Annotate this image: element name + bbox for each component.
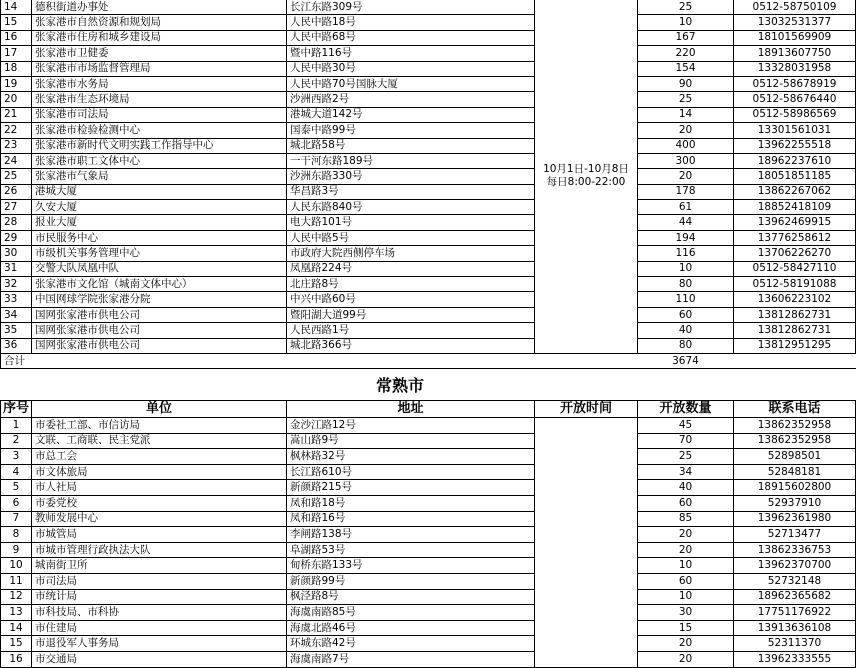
- address: 长江路610号: [287, 464, 535, 480]
- phone-number: 13812862731: [734, 323, 856, 338]
- table-row: [1, 215, 856, 230]
- phone-number: 13812862731: [734, 307, 856, 322]
- unit-name: 张家港市市场监督管理局: [32, 61, 287, 76]
- table-row: [1, 527, 856, 543]
- address: 凤和路16号: [287, 511, 535, 527]
- table-row: [1, 511, 856, 527]
- open-count: 154: [638, 61, 734, 76]
- table-row: [1, 558, 856, 574]
- address: 北庄路8号: [287, 277, 535, 292]
- table-row: [1, 589, 856, 605]
- phone-number: 13913636108: [734, 620, 856, 636]
- table-row: [1, 92, 856, 107]
- unit-name: 港城大厦: [32, 184, 287, 199]
- unit-name: 张家港市文化馆（城南文体中心）: [32, 277, 287, 292]
- row-number: 23: [1, 138, 32, 153]
- phone-number: 13962361980: [734, 511, 856, 527]
- phone-number: 13862336753: [734, 542, 856, 558]
- phone-number: 13706226270: [734, 246, 856, 261]
- unit-name: 张家港市自然资源和规划局: [32, 15, 287, 30]
- table-row: [1, 277, 856, 292]
- phone-number: 13962255518: [734, 138, 856, 153]
- table-row: [1, 542, 856, 558]
- phone-number: 0512-58427110: [734, 261, 856, 276]
- table-row: [1, 651, 856, 667]
- open-count: 20: [638, 123, 734, 138]
- open-count: 10: [638, 261, 734, 276]
- address: 电大路101号: [287, 215, 535, 230]
- table-row: [1, 138, 856, 153]
- address: 人民中路70号国脉大厦: [287, 76, 535, 91]
- phone-number: 13328031958: [734, 61, 856, 76]
- phone-number: 52732148: [734, 573, 856, 589]
- table-row: [1, 153, 856, 168]
- row-number: 18: [1, 61, 32, 76]
- unit-name: 国网张家港市供电公司: [32, 338, 287, 353]
- phone-number: 13776258612: [734, 230, 856, 245]
- table-row: [1, 169, 856, 184]
- row-number: 11: [1, 573, 32, 589]
- total-phone-empty: [734, 353, 856, 368]
- phone-number: 18962365682: [734, 589, 856, 605]
- open-count: 60: [638, 573, 734, 589]
- address: 港城大道142号: [287, 107, 535, 122]
- unit-name: 张家港市住房和城乡建设局: [32, 30, 287, 45]
- row-number: 12: [1, 589, 32, 605]
- address: 枫泾路8号: [287, 589, 535, 605]
- table-row: [1, 573, 856, 589]
- phone-number: 18913607750: [734, 46, 856, 61]
- row-number: 5: [1, 480, 32, 496]
- phone-number: 0512-58678919: [734, 76, 856, 91]
- unit-name: 市城管局: [32, 527, 287, 543]
- open-count: 10: [638, 558, 734, 574]
- unit-name: 市统计局: [32, 589, 287, 605]
- header-phone: 联系电话: [734, 401, 856, 418]
- address: 暨阳湖大道99号: [287, 307, 535, 322]
- unit-name: 市科技局、市科协: [32, 605, 287, 621]
- table-row: [1, 620, 856, 636]
- phone-number: 13862267062: [734, 184, 856, 199]
- total-label: 合计: [1, 353, 638, 368]
- address: 市政府大院西侧停车场: [287, 246, 535, 261]
- address: 凤和路18号: [287, 495, 535, 511]
- row-number: 27: [1, 200, 32, 215]
- table-row: [1, 307, 856, 322]
- row-number: 13: [1, 605, 32, 621]
- table-row: [1, 261, 856, 276]
- phone-number: 52311370: [734, 636, 856, 652]
- unit-name: 市交通局: [32, 651, 287, 667]
- table-row: [1, 464, 856, 480]
- address: 沙洲西路2号: [287, 92, 535, 107]
- table-row: [1, 338, 856, 353]
- row-number: 1: [1, 418, 32, 434]
- header-no: 序号: [1, 401, 32, 418]
- row-number: 34: [1, 307, 32, 322]
- open-count: 178: [638, 184, 734, 199]
- unit-name: 市住建局: [32, 620, 287, 636]
- header-unit: 单位: [32, 401, 287, 418]
- row-number: 19: [1, 76, 32, 91]
- unit-name: 城南街卫所: [32, 558, 287, 574]
- row-number: 20: [1, 92, 32, 107]
- unit-name: 教师发展中心: [32, 511, 287, 527]
- phone-number: 13032531377: [734, 15, 856, 30]
- row-number: 15: [1, 636, 32, 652]
- open-count: 300: [638, 153, 734, 168]
- phone-number: 13606223102: [734, 292, 856, 307]
- row-number: 2: [1, 433, 32, 449]
- row-number: 17: [1, 46, 32, 61]
- open-count: 116: [638, 246, 734, 261]
- unit-name: 张家港市司法局: [32, 107, 287, 122]
- phone-number: 52848181: [734, 464, 856, 480]
- table-row: [1, 418, 856, 434]
- table-row: [1, 200, 856, 215]
- section-title: 常熟市: [375, 376, 424, 395]
- address: 国泰中路99号: [287, 123, 535, 138]
- row-number: 4: [1, 464, 32, 480]
- unit-name: 张家港市新时代文明实践工作指导中心: [32, 138, 287, 153]
- header-count: 开放数量: [638, 401, 734, 418]
- address: 人民东路840号: [287, 200, 535, 215]
- unit-name: 市总工会: [32, 449, 287, 465]
- phone-number: 13962370700: [734, 558, 856, 574]
- row-number: 32: [1, 277, 32, 292]
- open-count: 40: [638, 323, 734, 338]
- row-number: 3: [1, 449, 32, 465]
- table-row: [1, 15, 856, 30]
- unit-name: 德积街道办事处: [32, 0, 287, 15]
- phone-number: 17751176922: [734, 605, 856, 621]
- table-row: [1, 46, 856, 61]
- open-count: 20: [638, 651, 734, 667]
- unit-name: 市人社局: [32, 480, 287, 496]
- header-time: 开放时间: [535, 401, 638, 418]
- unit-name: 市退役军人事务局: [32, 636, 287, 652]
- phone-number: 0512-58750109: [734, 0, 856, 15]
- phone-number: 52713477: [734, 527, 856, 543]
- address: 嵩山路9号: [287, 433, 535, 449]
- address: 一干河东路189号: [287, 153, 535, 168]
- address: 金沙江路12号: [287, 418, 535, 434]
- address: 城北路58号: [287, 138, 535, 153]
- table-row: [1, 480, 856, 496]
- table-row: [1, 449, 856, 465]
- unit-name: 张家港市气象局: [32, 169, 287, 184]
- unit-name: 市委党校: [32, 495, 287, 511]
- unit-name: 市城市管理行政执法大队: [32, 542, 287, 558]
- open-count: 15: [638, 620, 734, 636]
- open-count: 80: [638, 338, 734, 353]
- address: 人民中路5号: [287, 230, 535, 245]
- address: 李闸路138号: [287, 527, 535, 543]
- open-count: 110: [638, 292, 734, 307]
- open-count: 20: [638, 542, 734, 558]
- address: 海虞南路7号: [287, 651, 535, 667]
- open-count: 45: [638, 418, 734, 434]
- open-count: 10: [638, 15, 734, 30]
- open-count: 20: [638, 636, 734, 652]
- unit-name: 张家港市水务局: [32, 76, 287, 91]
- unit-name: 张家港市卫健委: [32, 46, 287, 61]
- table-row: [1, 495, 856, 511]
- row-number: 36: [1, 338, 32, 353]
- row-number: 14: [1, 0, 32, 15]
- open-count: 167: [638, 30, 734, 45]
- unit-name: 国网张家港市供电公司: [32, 307, 287, 322]
- row-number: 16: [1, 651, 32, 667]
- row-number: 16: [1, 30, 32, 45]
- total-row: [1, 353, 856, 368]
- open-count: 60: [638, 495, 734, 511]
- table-row: [1, 61, 856, 76]
- row-number: 15: [1, 15, 32, 30]
- row-number: 31: [1, 261, 32, 276]
- open-count: 70: [638, 433, 734, 449]
- unit-name: 文联、工商联、民主党派: [32, 433, 287, 449]
- phone-number: 13812951295: [734, 338, 856, 353]
- phone-number: 0512-58191088: [734, 277, 856, 292]
- row-number: 28: [1, 215, 32, 230]
- open-count: 25: [638, 449, 734, 465]
- open-count: 80: [638, 277, 734, 292]
- table-row: [1, 433, 856, 449]
- phone-number: 0512-58986569: [734, 107, 856, 122]
- address: 海虞南路85号: [287, 605, 535, 621]
- address: 中兴中路60号: [287, 292, 535, 307]
- open-count: 44: [638, 215, 734, 230]
- open-count: 25: [638, 92, 734, 107]
- open-time-text: 10月1日-10月8日 每日8:00-22:00: [543, 163, 629, 189]
- unit-name: 市民服务中心: [32, 230, 287, 245]
- row-number: 10: [1, 558, 32, 574]
- open-count: 30: [638, 605, 734, 621]
- changshu-table: [0, 400, 856, 668]
- address: 甸桥东路133号: [287, 558, 535, 574]
- address: 凤凰路224号: [287, 261, 535, 276]
- address: 新颜路99号: [287, 573, 535, 589]
- row-number: 29: [1, 230, 32, 245]
- unit-name: 国网张家港市供电公司: [32, 323, 287, 338]
- phone-number: 52937910: [734, 495, 856, 511]
- row-number: 7: [1, 511, 32, 527]
- phone-number: 18101569909: [734, 30, 856, 45]
- row-number: 9: [1, 542, 32, 558]
- unit-name: 报业大厦: [32, 215, 287, 230]
- open-count: 194: [638, 230, 734, 245]
- phone-number: 52898501: [734, 449, 856, 465]
- address: 暨中路116号: [287, 46, 535, 61]
- address: 沙洲东路330号: [287, 169, 535, 184]
- address: 人民西路1号: [287, 323, 535, 338]
- open-count: 34: [638, 464, 734, 480]
- address: 城北路366号: [287, 338, 535, 353]
- table-row: [1, 0, 856, 15]
- address: 海虞北路46号: [287, 620, 535, 636]
- address: 阜湖路53号: [287, 542, 535, 558]
- open-count: 10: [638, 589, 734, 605]
- phone-number: 18051851185: [734, 169, 856, 184]
- row-number: 26: [1, 184, 32, 199]
- phone-number: 13301561031: [734, 123, 856, 138]
- row-number: 35: [1, 323, 32, 338]
- address: 环城东路42号: [287, 636, 535, 652]
- table-row: [1, 123, 856, 138]
- unit-name: 市委社工部、市信访局: [32, 418, 287, 434]
- row-number: 24: [1, 153, 32, 168]
- row-number: 21: [1, 107, 32, 122]
- table-row: [1, 323, 856, 338]
- unit-name: 市文体旅局: [32, 464, 287, 480]
- phone-number: 13862352958: [734, 418, 856, 434]
- phone-number: 18962237610: [734, 153, 856, 168]
- open-count: 85: [638, 511, 734, 527]
- unit-name: 市司法局: [32, 573, 287, 589]
- header-address: 地址: [287, 401, 535, 418]
- open-count: 61: [638, 200, 734, 215]
- phone-number: 18915602800: [734, 480, 856, 496]
- row-number: 25: [1, 169, 32, 184]
- open-count: 25: [638, 0, 734, 15]
- row-number: 6: [1, 495, 32, 511]
- open-count: 20: [638, 527, 734, 543]
- table-row: [1, 292, 856, 307]
- table-row: [1, 636, 856, 652]
- table-row: [1, 605, 856, 621]
- table-row: [1, 184, 856, 199]
- unit-name: 交警大队凤凰中队: [32, 261, 287, 276]
- phone-number: 0512-58676440: [734, 92, 856, 107]
- address: 人民中路68号: [287, 30, 535, 45]
- address: 长江东路309号: [287, 0, 535, 15]
- table-row: [1, 230, 856, 245]
- row-number: 14: [1, 620, 32, 636]
- open-count: 60: [638, 307, 734, 322]
- address: 枫林路32号: [287, 449, 535, 465]
- open-time: [535, 0, 638, 353]
- unit-name: 张家港市检验检测中心: [32, 123, 287, 138]
- table-row: [1, 76, 856, 91]
- header-row: [1, 401, 856, 418]
- phone-number: 13862352958: [734, 433, 856, 449]
- table-row: [1, 30, 856, 45]
- unit-name: 张家港市生态环境局: [32, 92, 287, 107]
- open-count: 14: [638, 107, 734, 122]
- address: 人民中路18号: [287, 15, 535, 30]
- unit-name: 市级机关事务管理中心: [32, 246, 287, 261]
- open-count: 40: [638, 480, 734, 496]
- unit-name: 中国网球学院张家港分院: [32, 292, 287, 307]
- open-time: [535, 418, 638, 668]
- phone-number: 18852418109: [734, 200, 856, 215]
- phone-number: 13962333555: [734, 651, 856, 667]
- open-count: 220: [638, 46, 734, 61]
- address: 人民中路30号: [287, 61, 535, 76]
- row-number: 33: [1, 292, 32, 307]
- row-number: 8: [1, 527, 32, 543]
- open-count: 90: [638, 76, 734, 91]
- phone-number: 13962469915: [734, 215, 856, 230]
- unit-name: 张家港市职工文体中心: [32, 153, 287, 168]
- row-number: 30: [1, 246, 32, 261]
- unit-name: 久安大厦: [32, 200, 287, 215]
- address: 新颜路215号: [287, 480, 535, 496]
- row-number: 22: [1, 123, 32, 138]
- table-row: [1, 107, 856, 122]
- address: 华昌路3号: [287, 184, 535, 199]
- total-value: 3674: [638, 353, 734, 368]
- table-row: [1, 246, 856, 261]
- open-count: 20: [638, 169, 734, 184]
- open-count: 400: [638, 138, 734, 153]
